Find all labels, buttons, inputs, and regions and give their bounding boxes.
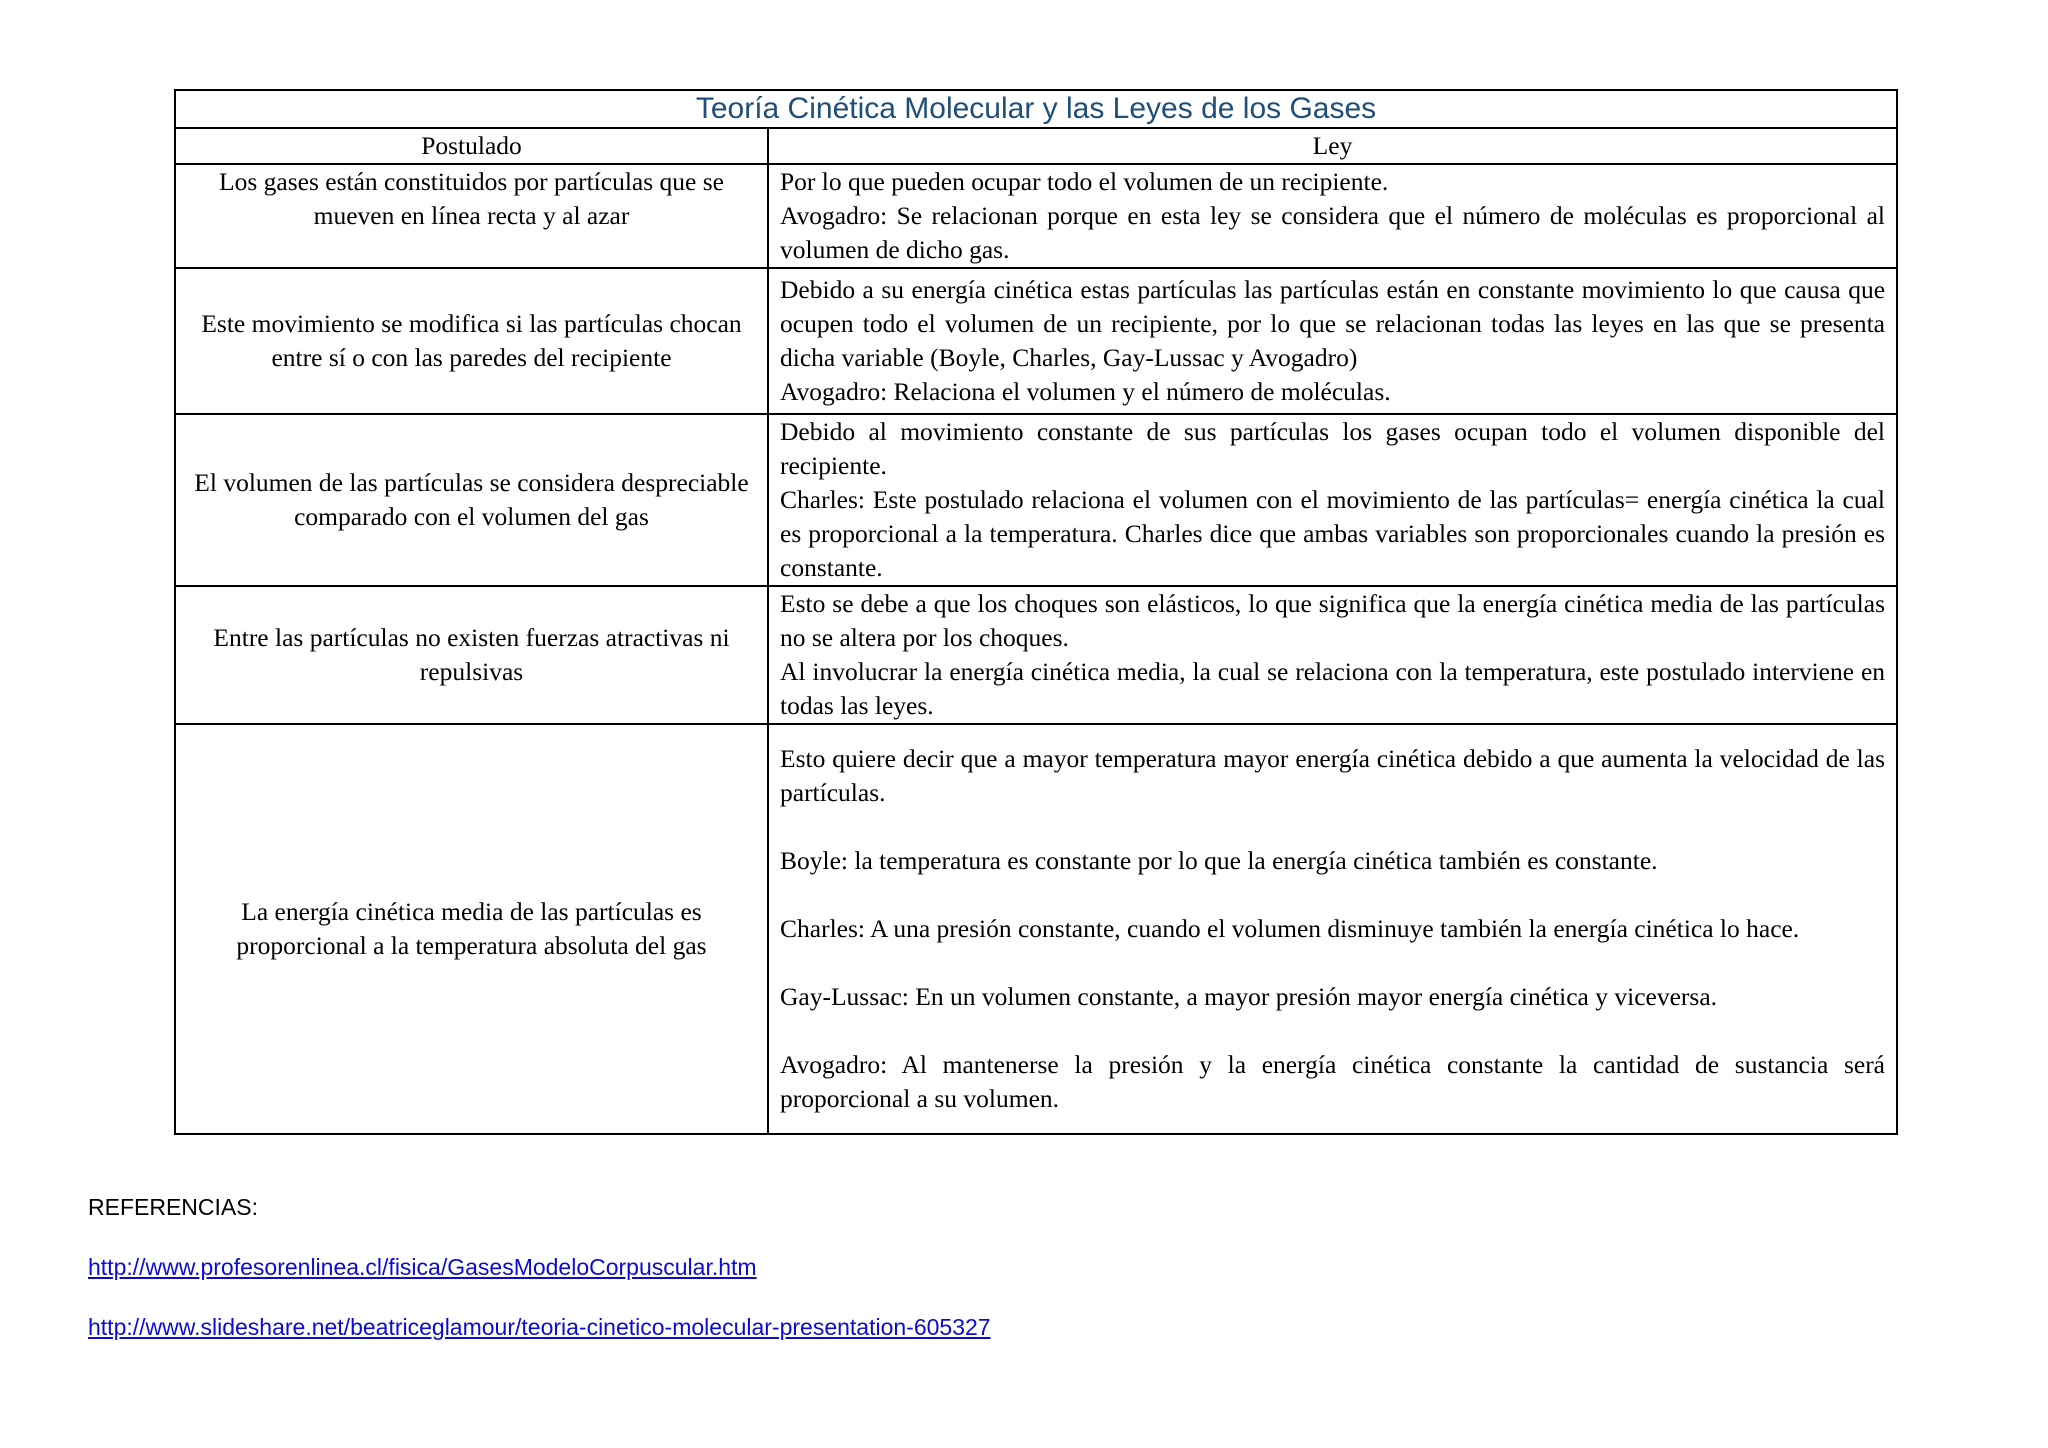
column-header-ley: Ley <box>768 128 1897 164</box>
ley-paragraph: Charles: A una presión constante, cuando el volumen disminuye también la energía cinética lo hace. <box>780 914 1800 943</box>
table-header-row <box>175 128 1897 164</box>
postulado-cell: Los gases están constituidos por partículas que se mueven en línea recta y al azar <box>175 164 768 268</box>
ley-cell <box>768 586 1897 724</box>
gas-laws-table <box>174 89 1898 1135</box>
table-title-row <box>175 90 1897 128</box>
ley-paragraph: Avogadro: Al mantenerse la presión y la energía cinética constante la cantidad de sustancia será proporcional a su volumen. <box>780 1050 1886 1113</box>
table-row <box>175 268 1897 414</box>
table-row <box>175 724 1897 1134</box>
ley-paragraph: Esto se debe a que los choques son elásticos, lo que significa que la energía cinética media de las partículas no se altera por los choques. <box>780 589 1886 652</box>
ley-cell <box>768 164 1897 268</box>
ley-paragraph: Avogadro: Se relacionan porque en esta ley se considera que el número de moléculas es proporcional al volumen de dicho gas. <box>780 201 1886 264</box>
ley-paragraph: Charles: Este postulado relaciona el volumen con el movimiento de las partículas= energía cinética la cual es proporcional a la temperatura. Charles dice que ambas variables son proporcionales cuando la presión es constante. <box>780 485 1886 582</box>
column-header-postulado: Postulado <box>175 128 768 164</box>
postulado-cell: La energía cinética media de las partículas es proporcional a la temperatura absoluta del gas <box>175 724 768 1134</box>
ley-paragraph: Esto quiere decir que a mayor temperatura mayor energía cinética debido a que aumenta la velocidad de las partículas. <box>780 744 1886 807</box>
ley-spacer <box>780 946 1885 980</box>
ley-spacer <box>780 810 1885 844</box>
references-section <box>88 1190 991 1370</box>
ley-paragraph: Debido al movimiento constante de sus partículas los gases ocupan todo el volumen disponible del recipiente. <box>780 417 1886 480</box>
ley-paragraph: Debido a su energía cinética estas partículas las partículas están en constante movimiento lo que causa que ocupen todo el volumen de un recipiente, por lo que se relacionan todas las leyes en las que se presenta dicha variable (Boyle, Charles, Gay-Lussac y Avogadro) <box>780 275 1886 372</box>
ley-paragraph: Al involucrar la energía cinética media, la cual se relaciona con la temperatura, este postulado interviene en todas las leyes. <box>780 657 1886 720</box>
postulado-cell: El volumen de las partículas se considera despreciable comparado con el volumen del gas <box>175 414 768 586</box>
reference-link-slideshare[interactable]: http://www.slideshare.net/beatriceglamour/teoria-cinetico-molecular-presentation-605327 <box>88 1314 991 1340</box>
ley-cell <box>768 268 1897 414</box>
table-row <box>175 586 1897 724</box>
table-row <box>175 164 1897 268</box>
ley-paragraph: Avogadro: Relaciona el volumen y el número de moléculas. <box>780 377 1391 406</box>
ley-paragraph: Por lo que pueden ocupar todo el volumen de un recipiente. <box>780 167 1389 196</box>
ley-paragraph: Gay-Lussac: En un volumen constante, a mayor presión mayor energía cinética y viceversa. <box>780 982 1718 1011</box>
postulado-cell: Entre las partículas no existen fuerzas atractivas ni repulsivas <box>175 586 768 724</box>
ley-paragraph: Boyle: la temperatura es constante por lo que la energía cinética también es constante. <box>780 846 1658 875</box>
ley-spacer <box>780 1014 1885 1048</box>
postulado-cell: Este movimiento se modifica si las partículas chocan entre sí o con las paredes del recipiente <box>175 268 768 414</box>
ley-cell <box>768 414 1897 586</box>
table-row <box>175 414 1897 586</box>
references-title: REFERENCIAS: <box>88 1194 258 1220</box>
ley-cell <box>768 724 1897 1134</box>
ley-spacer <box>780 878 1885 912</box>
reference-link-profesorenlinea[interactable]: http://www.profesorenlinea.cl/fisica/GasesModeloCorpuscular.htm <box>88 1254 757 1280</box>
table-title: Teoría Cinética Molecular y las Leyes de los Gases <box>175 90 1897 128</box>
